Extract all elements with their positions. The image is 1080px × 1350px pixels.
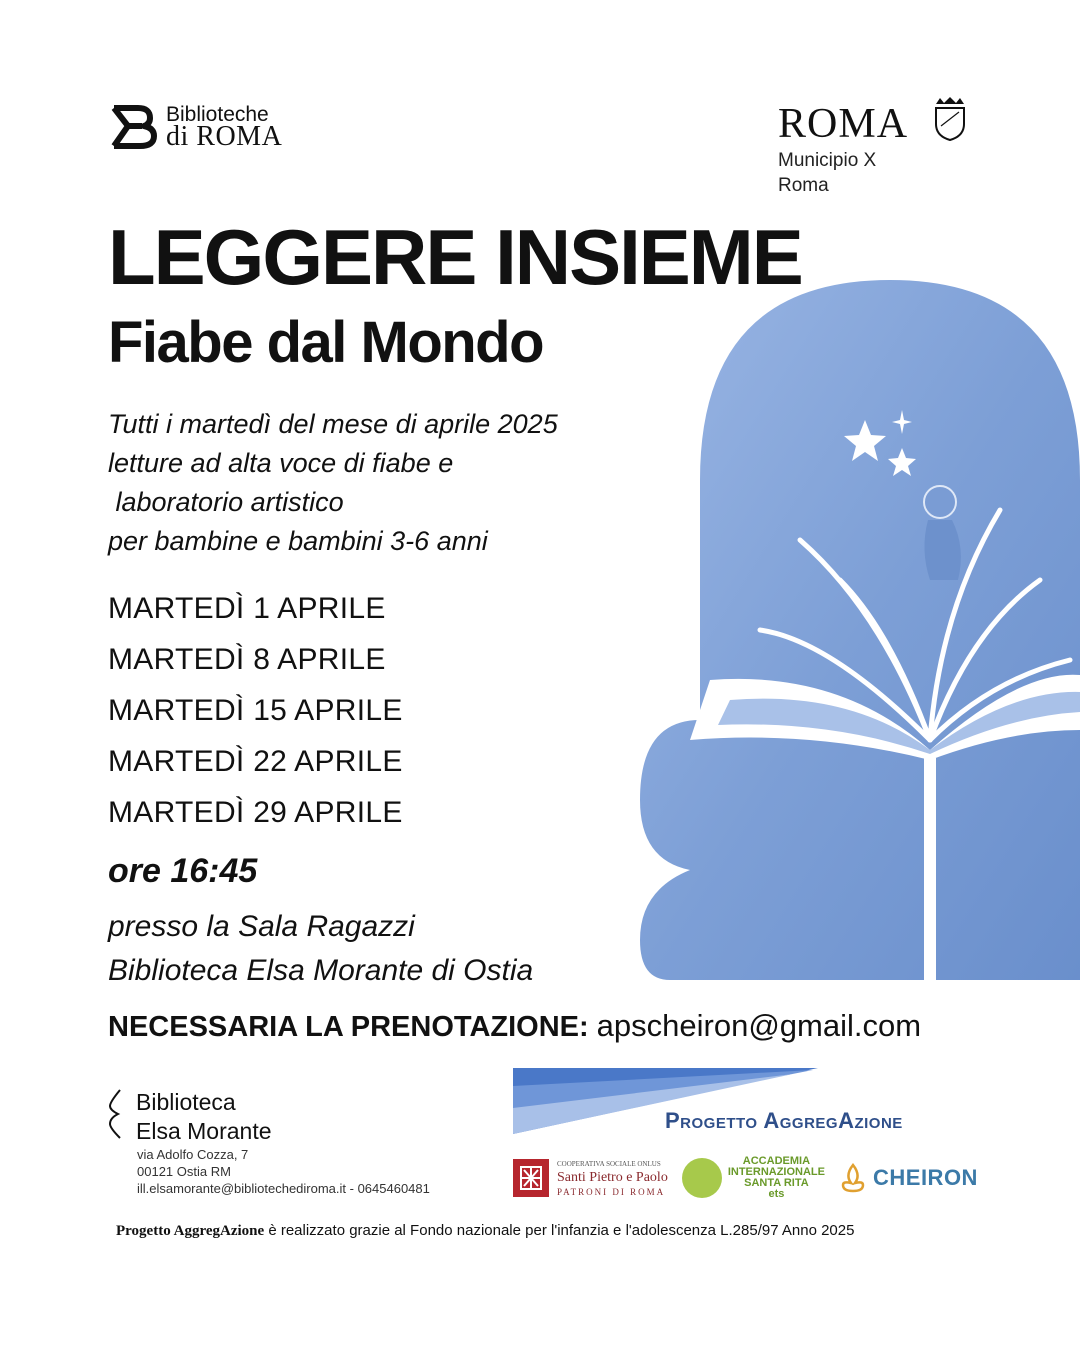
biblioteche-logo-icon bbox=[108, 102, 160, 150]
partner3-name: CHEIRON bbox=[873, 1165, 978, 1190]
roma-city: Roma bbox=[778, 175, 829, 196]
library-address bbox=[137, 1146, 430, 1197]
partner-cheiron bbox=[839, 1163, 978, 1193]
progetto-title: Progetto AggregAzione bbox=[665, 1108, 903, 1133]
library-logo bbox=[106, 1088, 272, 1146]
partner1-sub: PATRONI DI ROMA bbox=[557, 1187, 666, 1197]
partner2-l2: INTERNAZIONALE bbox=[727, 1166, 825, 1178]
partner2-l4: ets bbox=[768, 1188, 785, 1200]
date-item: MARTEDÌ 1 APRILE bbox=[108, 592, 386, 625]
place-line2: Biblioteca Elsa Morante di Ostia bbox=[108, 954, 534, 987]
library-name-line1: Biblioteca bbox=[136, 1089, 236, 1115]
date-item: MARTEDÌ 22 APRILE bbox=[108, 745, 403, 778]
footer-bold: Progetto AggregAzione bbox=[116, 1223, 265, 1239]
event-subtitle: Fiabe dal Mondo bbox=[108, 310, 544, 375]
partner2-l3: SANTA RITA bbox=[744, 1177, 809, 1189]
biblioteche-line2: di ROMA bbox=[166, 121, 283, 152]
booking-info bbox=[108, 1008, 921, 1044]
date-item: MARTEDÌ 8 APRILE bbox=[108, 643, 386, 676]
intro-line: letture ad alta voce di fiabe e bbox=[108, 448, 454, 478]
event-dates bbox=[108, 583, 403, 838]
event-place bbox=[108, 905, 533, 993]
booking-email-link[interactable]: apscheiron@gmail.com bbox=[596, 1008, 922, 1043]
intro-line: laboratorio artistico bbox=[108, 487, 344, 517]
event-intro bbox=[108, 405, 558, 561]
place-line1: presso la Sala Ragazzi bbox=[108, 910, 415, 943]
address-city: 00121 Ostia RM bbox=[137, 1164, 231, 1179]
footer-rest: è realizzato grazie al Fondo nazionale per l'infanzia e l'adolescenza L.285/97 Anno 2025 bbox=[264, 1222, 855, 1239]
partner-accademia-santa-rita bbox=[682, 1156, 825, 1200]
date-item: MARTEDÌ 29 APRILE bbox=[108, 796, 403, 829]
event-time: ore 16:45 bbox=[108, 852, 258, 890]
biblioteche-line1: Biblioteche bbox=[166, 103, 269, 126]
address-street: via Adolfo Cozza, 7 bbox=[137, 1147, 249, 1162]
intro-line: Tutti i martedì del mese di aprile 2025 bbox=[108, 409, 558, 439]
partner1-name: Santi Pietro e Paolo bbox=[557, 1170, 668, 1185]
book-illustration bbox=[640, 280, 1080, 980]
partner-logos bbox=[513, 1156, 978, 1200]
booking-label: NECESSARIA LA PRENOTAZIONE: bbox=[108, 1011, 589, 1043]
cross-emblem-icon bbox=[513, 1159, 549, 1197]
intro-line: per bambine e bambini 3-6 anni bbox=[108, 526, 488, 556]
date-item: MARTEDÌ 15 APRILE bbox=[108, 694, 403, 727]
roma-municipio: Municipio X bbox=[778, 150, 877, 171]
event-title: LEGGERE INSIEME bbox=[108, 213, 802, 301]
partner2-l1: ACCADEMIA bbox=[742, 1155, 811, 1167]
footer-note bbox=[116, 1222, 854, 1240]
address-contact[interactable]: ill.elsamorante@bibliotechediroma.it - 0645460481 bbox=[137, 1181, 430, 1196]
accademia-emblem-icon bbox=[682, 1158, 722, 1198]
partner1-small: COOPERATIVA SOCIALE ONLUS bbox=[557, 1160, 661, 1168]
roma-crest-icon bbox=[932, 96, 968, 142]
biblioteche-di-roma-logo bbox=[108, 102, 282, 150]
roma-municipio-logo bbox=[778, 100, 908, 198]
flame-icon bbox=[839, 1163, 867, 1193]
roma-word: ROMA bbox=[778, 101, 909, 147]
partner-santi-pietro-paolo bbox=[513, 1157, 668, 1199]
bracket-icon bbox=[106, 1088, 126, 1140]
library-name-line2: Elsa Morante bbox=[136, 1118, 272, 1144]
